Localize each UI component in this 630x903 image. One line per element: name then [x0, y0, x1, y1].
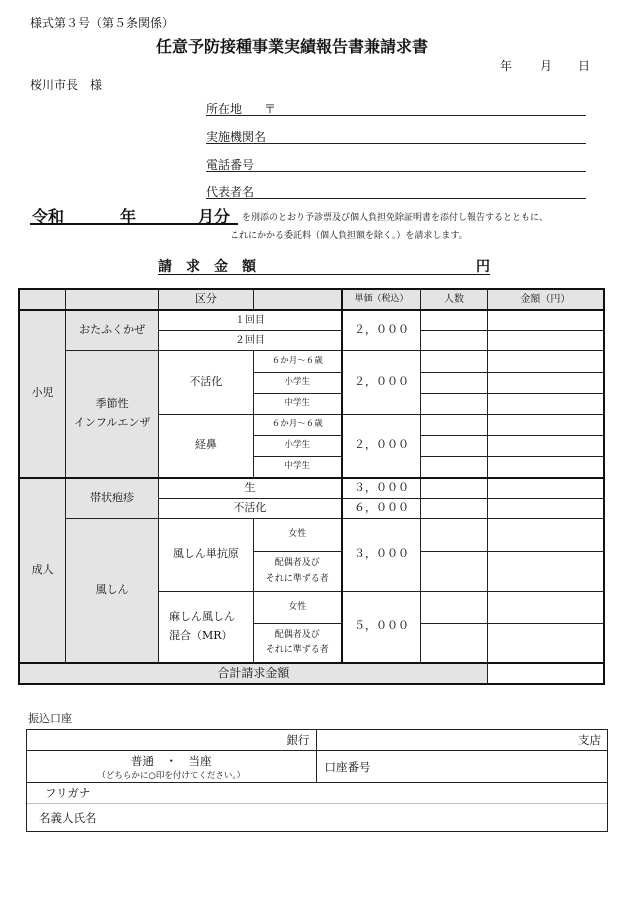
- period-field[interactable]: [30, 223, 238, 225]
- branch-label: 支店: [578, 733, 601, 747]
- amount-cell[interactable]: [487, 478, 604, 499]
- holder-row: [27, 804, 608, 832]
- flu-age2: 小学生: [253, 373, 342, 394]
- bank-table: [26, 729, 608, 832]
- otafuku-dose2: ２回目: [158, 331, 341, 351]
- mr-spouse-line2: それに準ずる者: [265, 645, 329, 656]
- date-year: 年: [500, 59, 513, 73]
- amount-cell[interactable]: [487, 623, 604, 663]
- table-header-row: [19, 289, 604, 310]
- location-field[interactable]: [206, 115, 586, 116]
- date-month: 月: [540, 59, 553, 73]
- flu-nasal: 経鼻: [158, 415, 253, 478]
- account-number-label: 口座番号: [324, 759, 371, 774]
- zoster-live: 生: [158, 478, 341, 499]
- total-amount-cell[interactable]: [487, 663, 604, 684]
- count-cell[interactable]: [421, 478, 488, 499]
- rubella-label: 風しん: [66, 518, 159, 663]
- furigana-label: フリガナ: [45, 786, 91, 800]
- phone-field[interactable]: [206, 171, 586, 172]
- count-cell[interactable]: [421, 591, 488, 623]
- zoster-label: 帯状疱疹: [66, 478, 159, 519]
- furigana-cell[interactable]: [27, 783, 608, 804]
- flu-nasal-age2: 小学生: [253, 436, 342, 457]
- count-cell[interactable]: [421, 457, 488, 478]
- bank-label: 銀行: [286, 733, 310, 747]
- amount-cell[interactable]: [487, 331, 604, 351]
- amount-cell[interactable]: [487, 351, 604, 373]
- amount-cell[interactable]: [487, 310, 604, 331]
- addressee: 桜川市長 様: [30, 78, 103, 92]
- table-row: [19, 478, 604, 499]
- amount-cell[interactable]: [487, 373, 604, 394]
- amount-cell[interactable]: [487, 436, 604, 457]
- bank-name-cell[interactable]: [27, 730, 317, 751]
- amount-cell[interactable]: [487, 551, 604, 591]
- amount-cell[interactable]: [487, 394, 604, 415]
- table-row: [19, 518, 604, 551]
- flu-age3: 中学生: [253, 394, 342, 415]
- count-cell[interactable]: [421, 394, 488, 415]
- rubella-spouse: [253, 551, 342, 591]
- flu-age1: ６か月～６歳: [253, 351, 342, 373]
- rubella-mr: [158, 591, 253, 663]
- period-month: 月分: [198, 207, 231, 226]
- form-number: 様式第３号（第５条関係）: [30, 16, 175, 30]
- account-row: [27, 751, 608, 783]
- amount-cell[interactable]: [487, 457, 604, 478]
- rubella-mr-spouse: [253, 623, 342, 663]
- header-unit-price: 単価（税込）: [342, 289, 421, 310]
- account-type: 普通 ・ 当座: [131, 753, 212, 768]
- flu-inactivated: 不活化: [158, 351, 253, 415]
- account-number-cell[interactable]: [316, 751, 607, 783]
- spouse-line2: それに準ずる者: [265, 573, 329, 584]
- date-day: 日: [578, 59, 591, 73]
- holder-cell[interactable]: [27, 804, 608, 832]
- claim-amount-field[interactable]: [158, 274, 490, 275]
- mr-line1: 麻しん風しん: [168, 610, 235, 624]
- count-cell[interactable]: [421, 623, 488, 663]
- otafuku-label: おたふくかぜ: [66, 310, 159, 351]
- zoster-inactivated-price: ６，０００: [342, 498, 421, 518]
- count-cell[interactable]: [421, 518, 488, 551]
- amount-cell[interactable]: [487, 518, 604, 551]
- postal-mark: 〒: [264, 102, 277, 116]
- zoster-live-price: ３，０００: [342, 478, 421, 499]
- header-kubun: 区分: [158, 289, 253, 310]
- category-adult: 成人: [19, 478, 66, 664]
- claim-label: 請 求 金 額: [158, 259, 256, 275]
- rubella-mr-price: ５，０００: [342, 591, 421, 663]
- statement-line2: これにかかる委託料（個人負担額を除く。）を請求します。: [230, 231, 468, 241]
- header-amount: 金額（円）: [487, 289, 604, 310]
- count-cell[interactable]: [421, 351, 488, 373]
- flu-nasal-age3: 中学生: [253, 457, 342, 478]
- institution-label: 実施機関名: [206, 130, 267, 144]
- total-row: [19, 663, 604, 684]
- bank-section-label: 振込口座: [28, 712, 72, 725]
- otafuku-dose1: １回目: [158, 310, 341, 331]
- flu-label-line2: インフルエンザ: [73, 415, 151, 429]
- branch-name-cell[interactable]: [316, 730, 607, 751]
- header-count: 人数: [421, 289, 488, 310]
- representative-label: 代表者名: [206, 185, 255, 199]
- location-label: 所在地: [206, 102, 243, 116]
- institution-field[interactable]: [206, 143, 586, 144]
- flu-inactivated-price: ２，０００: [342, 351, 421, 415]
- header-blank-1: [19, 289, 66, 310]
- representative-field[interactable]: [206, 198, 586, 199]
- flu-label: [66, 351, 159, 478]
- otafuku-price: ２，０００: [342, 310, 421, 351]
- era-label: 令和: [32, 207, 65, 226]
- count-cell[interactable]: [421, 331, 488, 351]
- rubella-single-price: ３，０００: [342, 518, 421, 591]
- rubella-female: 女性: [253, 518, 342, 551]
- form-title: 任意予防接種事業実績報告書兼請求書: [156, 37, 429, 56]
- flu-nasal-age1: ６か月～６歳: [253, 415, 342, 436]
- phone-label: 電話番号: [206, 158, 255, 172]
- amount-cell[interactable]: [487, 498, 604, 518]
- furigana-row: [27, 783, 608, 804]
- flu-label-line1: 季節性: [95, 397, 129, 411]
- statement-line1: を別添のとおり予診票及び個人負担免除証明書を添付し報告するとともに、: [242, 213, 549, 223]
- count-cell[interactable]: [421, 498, 488, 518]
- spouse-line1: 配偶者及び: [274, 558, 320, 569]
- table-row: [19, 310, 604, 331]
- count-cell[interactable]: [421, 310, 488, 331]
- account-type-cell[interactable]: [27, 751, 317, 783]
- flu-nasal-price: ２，０００: [342, 415, 421, 478]
- account-type-note: （どちらかに○印を付けてください。）: [97, 770, 246, 781]
- holder-label: 名義人氏名: [39, 810, 97, 825]
- claim-unit: 円: [476, 259, 490, 275]
- count-cell[interactable]: [421, 551, 488, 591]
- fee-table: [18, 288, 605, 685]
- count-cell[interactable]: [421, 415, 488, 436]
- rubella-single: 風しん単抗原: [158, 518, 253, 591]
- table-row: [19, 351, 604, 373]
- category-child: 小児: [19, 310, 66, 478]
- total-label: 合計請求金額: [19, 663, 487, 684]
- period-year: 年: [120, 207, 137, 226]
- header-blank-3: [253, 289, 342, 310]
- bank-row: [27, 730, 608, 751]
- count-cell[interactable]: [421, 436, 488, 457]
- count-cell[interactable]: [421, 373, 488, 394]
- rubella-mr-female: 女性: [253, 591, 342, 623]
- amount-cell[interactable]: [487, 591, 604, 623]
- amount-cell[interactable]: [487, 415, 604, 436]
- zoster-inactivated: 不活化: [158, 498, 341, 518]
- mr-spouse-line1: 配偶者及び: [274, 629, 320, 640]
- header-blank-2: [66, 289, 159, 310]
- mr-line2: 混合（MR）: [168, 628, 233, 642]
